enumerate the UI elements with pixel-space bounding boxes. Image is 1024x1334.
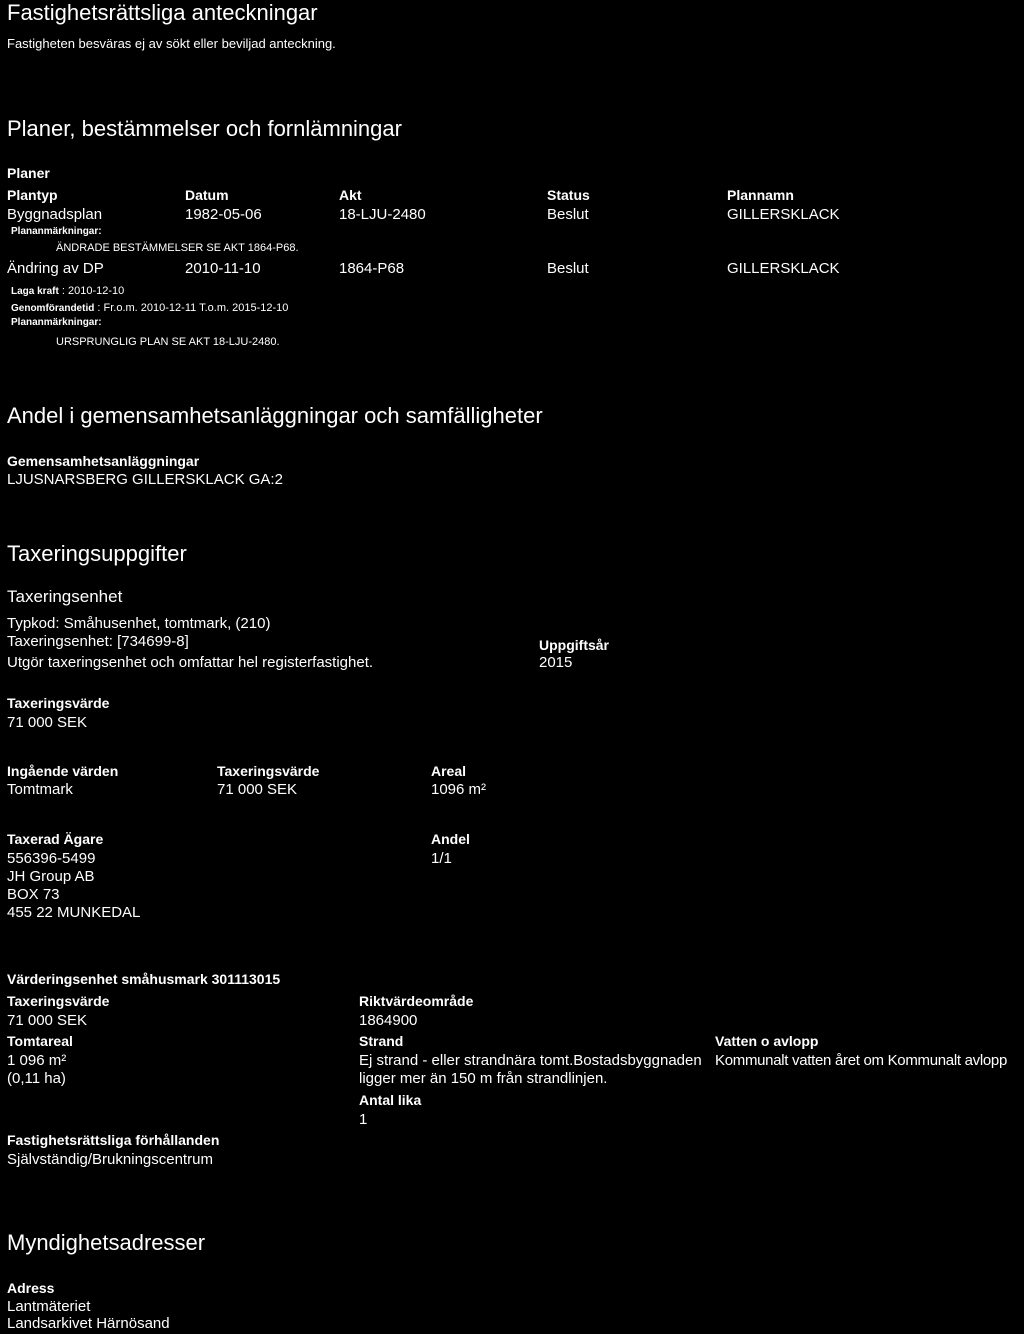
tax-owner-line-1: 556396-5499 — [7, 850, 96, 867]
tax-value: 71 000 SEK — [7, 714, 88, 731]
plan-row-1-akt: 18-LJU-2480 — [339, 206, 426, 223]
tax-unit-title: Taxeringsenhet — [7, 587, 123, 606]
authority-line-2: Landsarkivet Härnösand — [7, 1315, 170, 1332]
tax-tv-value: 71 000 SEK — [217, 781, 298, 798]
plans-header-plannamn: Plannamn — [727, 187, 794, 203]
tax-owner-line-3: BOX 73 — [7, 886, 60, 903]
tax-andel-value: 1/1 — [431, 850, 452, 867]
plan-row-2-remark-label: Plananmärkningar: — [11, 317, 102, 328]
valuation-strand-line-2: ligger mer än 150 m från strandlinjen. — [359, 1070, 608, 1087]
valuation-vatten-value: Kommunalt vatten året om Kommunalt avlopp — [715, 1052, 1008, 1069]
plans-subtitle: Planer — [7, 165, 50, 181]
laga-kraft-value: 2010-12-10 — [67, 285, 125, 297]
valuation-tv-label: Taxeringsvärde — [7, 993, 110, 1009]
plan-row-2-datum: 2010-11-10 — [185, 260, 261, 277]
tax-owner-line-4: 455 22 MUNKEDAL — [7, 904, 141, 921]
ga-value: LJUSNARSBERG GILLERSKLACK GA:2 — [7, 471, 283, 488]
tax-year-label: Uppgiftsår — [539, 637, 609, 653]
valuation-fr-label: Fastighetsrättsliga förhållanden — [7, 1132, 220, 1148]
authority-title: Myndighetsadresser — [7, 1230, 206, 1255]
laga-kraft-label: Laga kraft — [11, 286, 59, 297]
plan-row-2-status: Beslut — [547, 260, 589, 277]
tax-ing-value: Tomtmark — [7, 781, 73, 798]
valuation-tomt-ha: (0,11 ha) — [7, 1070, 66, 1087]
authority-label: Adress — [7, 1280, 55, 1296]
plan-row-2-remark-text: URSPRUNGLIG PLAN SE AKT 18-LJU-2480. — [56, 336, 280, 348]
valuation-vatten-label: Vatten o avlopp — [715, 1033, 819, 1049]
valuation-tomt-label: Tomtareal — [7, 1033, 73, 1049]
ga-title: Andel i gemensamhetsanläggningar och samfälligheter — [7, 403, 543, 428]
valuation-strand-line-1: Ej strand - eller strandnära tomt.Bostadsbyggnaden — [359, 1052, 702, 1069]
plan-row-2-plantyp: Ändring av DP — [7, 260, 104, 277]
plan-row-1-plantyp: Byggnadsplan — [7, 206, 103, 223]
plans-header-plantyp: Plantyp — [7, 187, 58, 203]
valuation-strand-label: Strand — [359, 1033, 404, 1049]
tax-title: Taxeringsuppgifter — [7, 541, 187, 566]
notes-title: Fastighetsrättsliga anteckningar — [7, 0, 318, 25]
plan-row-2-genomforandetid: Genomförandetid : Fr.o.m. 2010-12-11 T.o.m. 2015-12-10 — [11, 302, 289, 314]
plan-row-2-laga-kraft: Laga kraft : 2010-12-10 — [11, 285, 125, 297]
tax-owner-label: Taxerad Ägare — [7, 831, 104, 847]
plan-row-1-plannamn: GILLERSKLACK — [727, 206, 840, 223]
genomforandetid-label: Genomförandetid — [11, 303, 95, 314]
valuation-tv-value: 71 000 SEK — [7, 1012, 88, 1029]
valuation-antal-label: Antal lika — [359, 1092, 422, 1108]
tax-value-label: Taxeringsvärde — [7, 695, 110, 711]
valuation-rikt-value: 1864900 — [359, 1012, 418, 1029]
valuation-rikt-label: Riktvärdeområde — [359, 993, 474, 1009]
tax-omfattar: Utgör taxeringsenhet och omfattar hel registerfastighet. — [7, 654, 374, 671]
tax-areal-label: Areal — [431, 763, 467, 779]
plan-row-1-status: Beslut — [547, 206, 589, 223]
plans-header-datum: Datum — [185, 187, 229, 203]
tax-areal-value: 1096 m² — [431, 781, 487, 798]
tax-ing-label: Ingående värden — [7, 763, 119, 779]
plan-row-1-remark-label: Plananmärkningar: — [11, 226, 102, 237]
tax-typkod: Typkod: Småhusenhet, tomtmark, (210) — [7, 615, 271, 632]
plans-title: Planer, bestämmelser och fornlämningar — [7, 116, 402, 141]
plan-row-1-remark-text: ÄNDRADE BESTÄMMELSER SE AKT 1864-P68. — [56, 242, 299, 254]
notes-text: Fastigheten besväras ej av sökt eller beviljad anteckning. — [7, 36, 336, 51]
tax-year-value: 2015 — [539, 654, 573, 671]
ga-label: Gemensamhetsanläggningar — [7, 453, 200, 469]
tax-andel-label: Andel — [431, 831, 470, 847]
valuation-antal-value: 1 — [359, 1111, 368, 1128]
plans-header-akt: Akt — [339, 187, 362, 203]
tax-enhet: Taxeringsenhet: [734699-8] — [7, 633, 189, 650]
tax-tv-label: Taxeringsvärde — [217, 763, 320, 779]
valuation-fr-value: Självständig/Brukningscentrum — [7, 1151, 213, 1168]
plan-row-2-plannamn: GILLERSKLACK — [727, 260, 840, 277]
authority-line-1: Lantmäteriet — [7, 1298, 91, 1315]
tax-owner-line-2: JH Group AB — [7, 868, 95, 885]
plans-header-status: Status — [547, 187, 590, 203]
plan-row-2-akt: 1864-P68 — [339, 260, 405, 277]
valuation-title: Värderingsenhet småhusmark 301113015 — [7, 971, 281, 987]
plan-row-1-datum: 1982-05-06 — [185, 206, 262, 223]
valuation-tomt-value: 1 096 m² — [7, 1052, 67, 1069]
genomforandetid-value: Fr.o.m. 2010-12-11 T.o.m. 2015-12-10 — [103, 302, 289, 314]
